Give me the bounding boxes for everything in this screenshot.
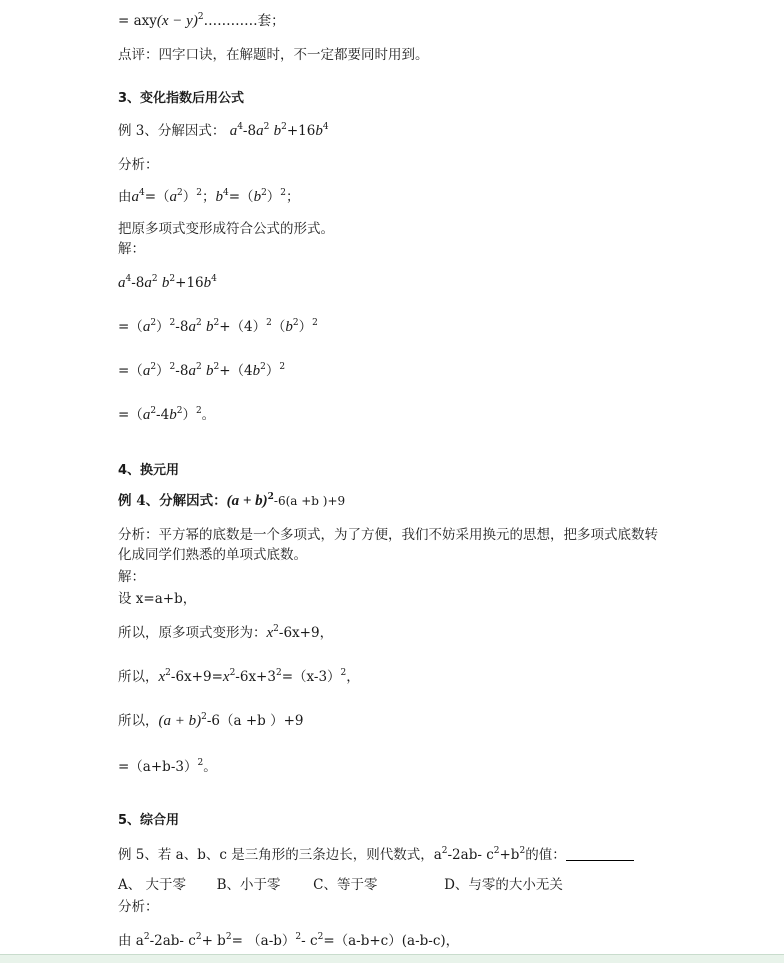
example-4: 例 4、分解因式：$(a + b)^2-6(a +b$ )+9 — [118, 492, 346, 509]
transform-line: 把原多项式变形成符合公式的形式。 — [118, 221, 334, 237]
text: = （a-b） — [231, 933, 296, 949]
line-continuation: = $axy(x - y)^2\dots\dots\dots\dots$套； — [118, 12, 285, 29]
section-heading-3: 3、变化指数后用公式 — [118, 91, 245, 106]
text: 的值： — [525, 847, 566, 863]
comment-line: 点评：四字口诀，在解题时，不一定都要同时用到。 — [118, 47, 429, 63]
solve-step-2: $=(a^2)^2-8a^2$ $b^2+(4)^2(b^2)^2$ — [118, 318, 318, 335]
text: +b — [499, 847, 520, 863]
text: 所以， — [118, 669, 159, 685]
option-b: B、小于零 — [216, 877, 281, 893]
option-c: C、等于零 — [313, 877, 378, 893]
example-label: 例 3、分解因式： — [118, 123, 226, 139]
example-3: 例 3、分解因式： $a^4-8a^2$ $b^2+16b^4$ — [118, 122, 329, 139]
section-heading-4: 4、换元用 — [118, 463, 180, 478]
answer-blank[interactable] — [566, 846, 634, 861]
text: …………套； — [203, 13, 285, 29]
option-d: D、与零的大小无关 — [444, 877, 563, 893]
last-line: 由 $a^2-2ab-$ $c^2+ b^2= (a-b)^2-$ $c^2=(a-b+c)(a-b-c)$， — [118, 932, 460, 949]
substitution-line: 设 x=a+b， — [118, 591, 197, 607]
text: -6(a +b )+9 — [273, 494, 346, 508]
so-line-2: 所以，$x^2-6x+9=x^2-6x+3^2=(x-3)^2$， — [118, 668, 360, 685]
text: =（a+b-3） — [118, 759, 198, 775]
solve-step-3: $=(a^2)^2-8a^2$ $b^2+(4b^2)^2$ — [118, 362, 286, 379]
section-heading-5: 5、综合用 — [118, 813, 180, 828]
analysis-label: 分析： — [118, 899, 159, 915]
solve-step-1: $a^4-8a^2$ $b^2+16b^4$ — [118, 274, 217, 291]
text: -2ab- c — [447, 847, 494, 863]
solve-label: 解： — [118, 569, 145, 585]
options-row — [118, 876, 563, 894]
text: 由 — [118, 189, 132, 205]
text: =（a-b+c）(a-b-c)， — [323, 933, 460, 949]
option-a: A、 大于零 — [118, 877, 187, 893]
example-label: 例 4、分解因式： — [118, 493, 227, 509]
analysis-label: 分析： — [118, 157, 159, 173]
analysis-formula: 由$a^4=(a^2)^2$；$b^4=(b^2)^2$； — [118, 188, 300, 205]
text: - c — [301, 933, 318, 949]
final-result-4: $=(a+b-3)^2$。 — [118, 758, 217, 775]
so-line-1: 所以，原多项式变形为：$x^2-6x+9$， — [118, 624, 334, 641]
so-line-3: 所以，$(a + b)^2-6(a +b$ ）+9 — [118, 712, 304, 729]
solve-step-4: $=(a^2-4b^2)^2$。 — [118, 406, 216, 423]
example-5: 例 5、若 a、b、c 是三角形的三条边长，则代数式，$a^2-2ab-$ $c^2+b^2$的值： — [118, 846, 634, 864]
text: + b — [201, 933, 226, 949]
text: -2ab- c — [149, 933, 196, 949]
text: 所以，原多项式变形为： — [118, 625, 267, 641]
analysis-line-1: 分析：平方幂的底数是一个多项式，为了方便，我们不妨采用换元的思想，把多项式底数转 — [118, 527, 658, 543]
text: 所以， — [118, 713, 159, 729]
solve-label: 解： — [118, 241, 145, 257]
analysis-line-2: 化成同学们熟悉的单项式底数。 — [118, 547, 307, 563]
text: 由 a — [118, 933, 144, 949]
text: 例 5、若 a、b、c 是三角形的三条边长，则代数式，a — [118, 847, 442, 863]
text: = axy — [118, 13, 157, 29]
